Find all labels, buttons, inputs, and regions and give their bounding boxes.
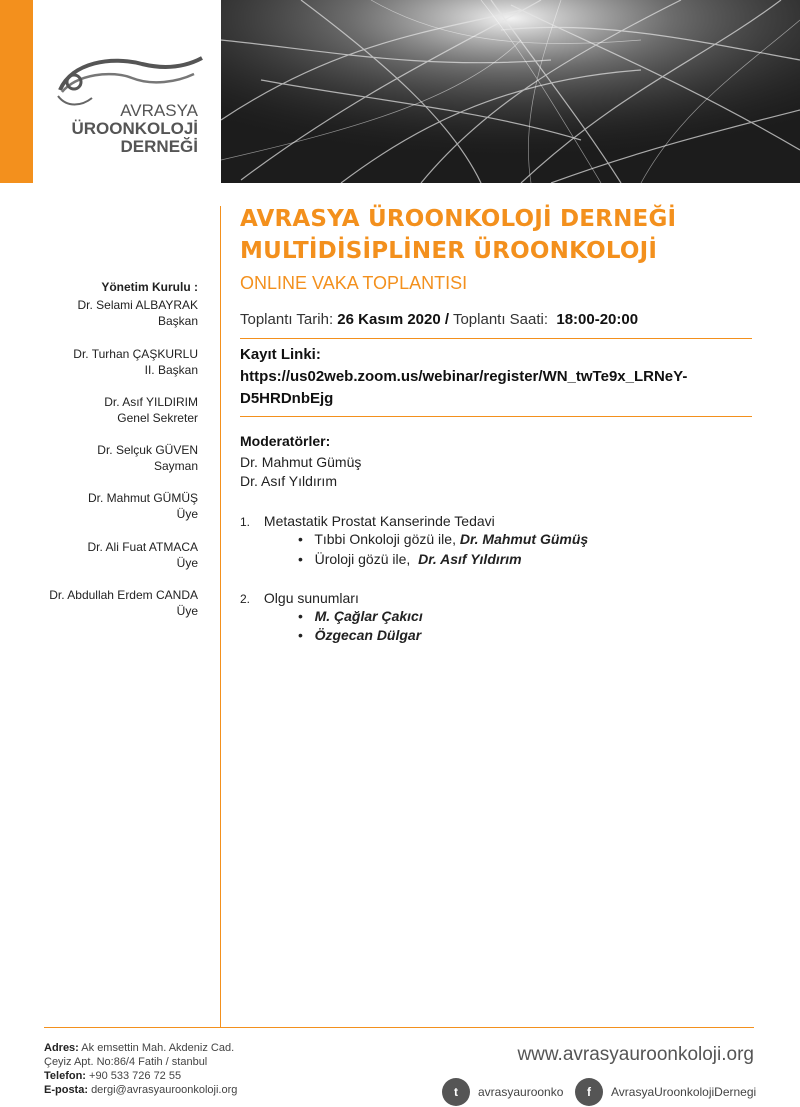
address-line-1: Ak emsettin Mah. Akdeniz Cad. — [81, 1042, 235, 1054]
logo-line-1: AVRASYA — [120, 101, 198, 120]
board-member-role: II. Başkan — [144, 363, 198, 377]
registration-link[interactable]: https://us02web.zoom.us/webinar/register/WN_twTe9x_LRNeY-D5HRDnbEjg — [240, 368, 688, 407]
twitter-icon: t — [442, 1078, 470, 1106]
agenda-number: 1. — [240, 515, 251, 529]
address-line-2: Çeyiz Apt. No:86/4 Fatih / stanbul — [44, 1056, 208, 1068]
divider — [240, 338, 752, 339]
agenda-subitem-text: Tıbbi Onkoloji gözü ile, — [314, 531, 456, 547]
board-member — [78, 297, 199, 329]
phone-label: Telefon: — [44, 1070, 86, 1082]
board-title: Yönetim Kurulu : — [101, 280, 198, 294]
footer-divider — [44, 1027, 754, 1028]
board-member-name: Dr. Ali Fuat ATMACA — [87, 540, 198, 554]
bullet-icon: • — [298, 531, 303, 547]
page-title-line-2: MULTİDİSİPLİNER ÜROONKOLOJİ — [240, 238, 658, 264]
logo — [52, 52, 212, 162]
facebook-link[interactable] — [575, 1078, 756, 1106]
agenda-subitem-text: Üroloji gözü ile, — [314, 551, 411, 567]
board-member — [88, 490, 198, 522]
board-member-name: Dr. Abdullah Erdem CANDA — [49, 588, 198, 602]
agenda-title: Olgu sunumları — [263, 590, 359, 606]
accent-bar — [0, 0, 33, 183]
board-member-name: Dr. Mahmut GÜMÜŞ — [87, 491, 198, 505]
agenda-title: Metastatik Prostat Kanserinde Tedavi — [263, 513, 495, 529]
footer-contact — [44, 1041, 237, 1097]
time-value: 18:00-20:00 — [556, 311, 639, 328]
agenda-subitem-speaker: M. Çağlar Çakıcı — [314, 608, 423, 624]
agenda-subitem-speaker: Dr. Mahmut Gümüş — [459, 531, 589, 547]
email-label: E-posta: — [44, 1084, 88, 1096]
board-member-name: Dr. Asıf YILDIRIM — [104, 395, 198, 409]
agenda-subitem — [298, 551, 522, 567]
divider — [240, 416, 752, 417]
board-member-role: Üye — [176, 507, 198, 521]
board-member-role: Başkan — [157, 314, 198, 328]
logo-line-3: DERNEĞİ — [120, 137, 198, 156]
email-link[interactable]: dergi@avrasyauroonkoloji.org — [91, 1084, 238, 1096]
twitter-handle: avrasyauroonko — [478, 1085, 564, 1099]
vertical-divider — [220, 206, 221, 1028]
board-member-role: Sayman — [153, 459, 198, 473]
moderator-name: Dr. Asıf Yıldırım — [240, 473, 337, 489]
facebook-handle: AvrasyaUroonkolojiDernegi — [611, 1085, 757, 1099]
board-member — [97, 442, 198, 474]
board-member — [88, 539, 198, 571]
board-member-role: Üye — [176, 604, 198, 618]
agenda-item — [240, 590, 359, 606]
board-member-name: Dr. Selami ALBAYRAK — [77, 298, 198, 312]
agenda-subitem-speaker: Dr. Asıf Yıldırım — [418, 551, 522, 567]
twitter-link[interactable] — [442, 1078, 563, 1106]
header-banner-image — [221, 0, 800, 183]
phone-number: +90 533 726 72 55 — [89, 1070, 182, 1082]
board-member — [104, 394, 198, 426]
agenda-subitem — [298, 608, 423, 624]
moderators-label: Moderatörler: — [240, 433, 331, 449]
bullet-icon: • — [298, 551, 303, 567]
registration-label: Kayıt Linki: — [240, 346, 321, 363]
board-member — [73, 346, 198, 378]
date-label: Toplantı Tarih: — [240, 311, 334, 328]
board-member-name: Dr. Turhan ÇAŞKURLU — [73, 347, 198, 361]
page-subtitle: ONLINE VAKA TOPLANTISI — [240, 273, 468, 293]
agenda-item — [240, 513, 495, 529]
facebook-icon: f — [575, 1078, 603, 1106]
meeting-date-time — [240, 311, 638, 328]
time-label: Toplantı Saati: — [452, 311, 549, 328]
page-title: AVRASYA ÜROONKOLOJİ DERNEĞİ — [240, 206, 677, 232]
bullet-icon: • — [298, 608, 303, 624]
agenda-subitem-speaker: Özgecan Dülgar — [314, 627, 422, 643]
agenda-subitem — [298, 627, 421, 643]
website-link[interactable]: www.avrasyauroonkoloji.org — [517, 1044, 754, 1065]
board-member-name: Dr. Selçuk GÜVEN — [97, 443, 198, 457]
date-value: 26 Kasım 2020 / — [337, 311, 450, 328]
agenda-subitem — [298, 531, 588, 547]
agenda-number: 2. — [240, 592, 251, 606]
board-member-role: Genel Sekreter — [117, 411, 198, 425]
logo-line-2: ÜROONKOLOJİ — [71, 119, 198, 138]
moderator-name: Dr. Mahmut Gümüş — [240, 454, 362, 470]
board-member-role: Üye — [176, 556, 198, 570]
address-label: Adres: — [44, 1042, 79, 1054]
bullet-icon: • — [298, 627, 303, 643]
board-member — [49, 587, 198, 619]
